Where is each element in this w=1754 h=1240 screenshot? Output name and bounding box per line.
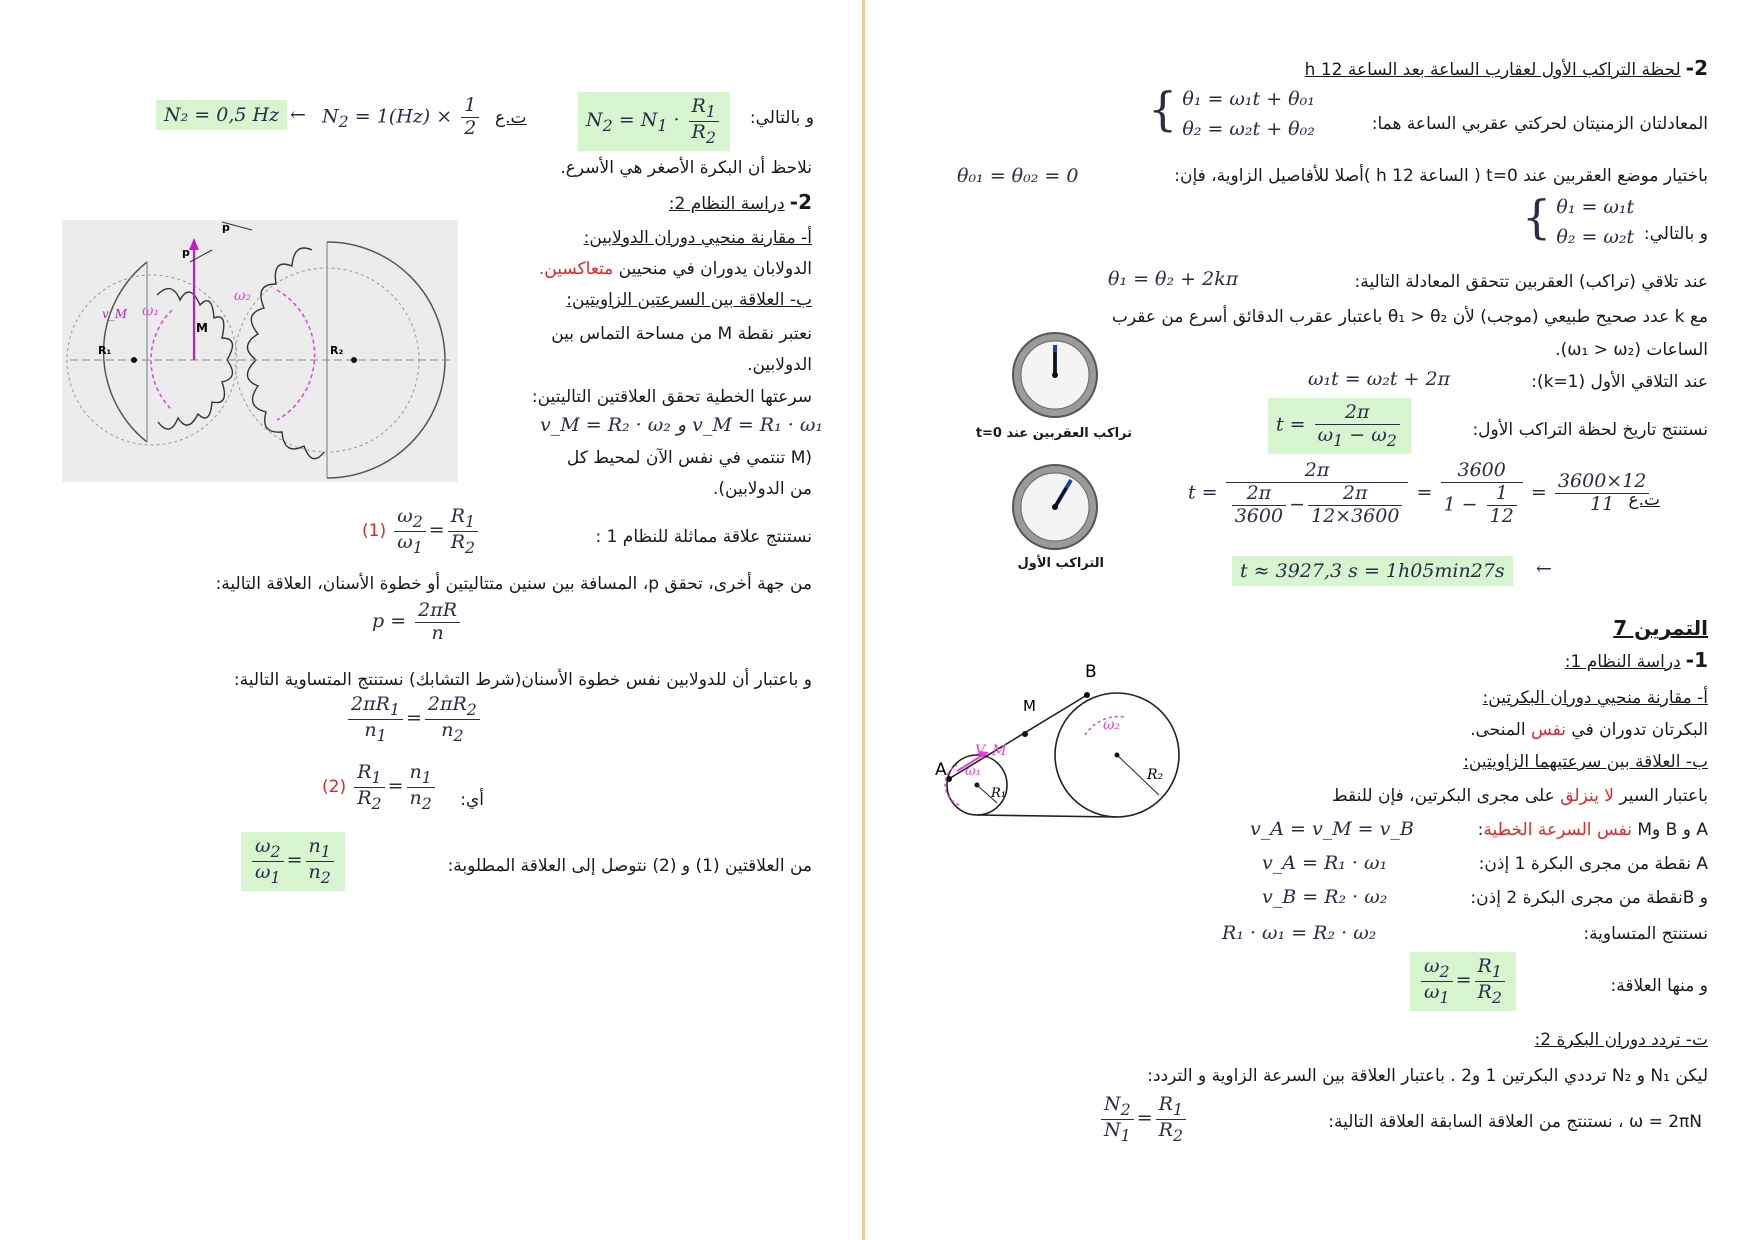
c-heading: ت- تردد دوران البكرة 2: [1534, 1030, 1708, 1050]
first-eq: ω₁t = ω₂t + 2π [1308, 368, 1451, 390]
eqs2-system: { θ₁ = ω₁t θ₂ = ω₂t [1522, 190, 1635, 248]
gear-diagram [62, 220, 458, 482]
result-arrow-icon: ← [1536, 558, 1552, 580]
pulley-label-a: A [935, 760, 947, 780]
b-p1: نعتبر نقطة M من مساحة التماس بين [551, 324, 812, 344]
b-line3: A نقطة من مجرى البكرة 1 إذن: [1478, 854, 1708, 874]
res1-calc: $N_2 = 1(Hz)$ × $\frac{1}{2}$ [322, 95, 482, 140]
pulley-label-b: B [1085, 662, 1097, 682]
eq1-text: نستنتج علاقة مماثلة للنظام 1 : [595, 527, 812, 547]
final-result: t ≈ 3927,3 s = 1h05min27s [1232, 556, 1513, 586]
b-line5: نستنتج المتساوية: [1583, 924, 1708, 944]
right-section-2-heading: 2- لحظة التراكب الأول لعقارب الساعة بعد الساعة 12 h [1304, 56, 1708, 80]
pulley-label-w2: ω₂ [1103, 717, 1121, 733]
res1-num-label: ت.ع [495, 108, 527, 128]
b-line4-eq: v_B = R₂ · ω₂ [1262, 886, 1388, 908]
eq-theta1: θ₁ = ω₁t + θ₀₁ [1182, 88, 1315, 110]
gear-label-v: v_M [102, 307, 128, 321]
exercise-7-title: التمرين 7 [1613, 616, 1708, 640]
pulley-label-v: V_M [975, 743, 1007, 759]
b-line4: و Bنقطة من مجرى البكرة 2 إذن: [1470, 888, 1708, 908]
first-text: عند التلاقي الأول (k=1): [1531, 372, 1708, 392]
p-eq: p = $\frac{2\pi R}{n}$ [372, 600, 463, 645]
final-eq: $\frac{\omega_2}{\omega_1}$ = $\frac{n_1}{n_2}$ [241, 832, 345, 891]
choice-eq: θ₀₁ = θ₀₂ = 0 [957, 165, 1079, 187]
gear-label-w1: ω₁ [142, 303, 160, 319]
right-num-label: ت.ع [1628, 490, 1660, 510]
therefore-text: و بالتالي: [1643, 224, 1708, 244]
clock-first [1010, 462, 1100, 556]
b-p2: الدولابين. [747, 355, 812, 375]
pitch-eq: $\frac{2\pi R_1}{n_1}$ = $\frac{2\pi R_2}{n_2}$ [345, 694, 483, 745]
k-text: مع k عدد صحيح طبيعي (موجب) لأن θ₁ > θ₂ باعتبار عقرب الدقائق أسرع من عقرب [1111, 307, 1708, 327]
c-line2: ω = 2πN ، نستنتج من العلاقة السابقة العلاقة التالية: [1328, 1112, 1702, 1132]
pulley-label-m: M [1023, 697, 1036, 715]
a-heading-right: أ- مقارنة منحيي دوران البكرتين: [1482, 688, 1708, 708]
b-heading-right: ب- العلاقة بين سرعتيهما الزاويتين: [1463, 752, 1708, 772]
p-text: من جهة أخرى، تحقق p، المسافة بين سنين متتاليتين أو خطوة الأسنان، العلاقة التالية: [215, 574, 812, 594]
c-line1: ليكن N₁ و N₂ ترددي البكرتين 1 و2 . باعتبار العلاقة بين السرعة الزاوية و التردد: [1147, 1066, 1708, 1086]
choice-text: باختيار موضع العقربين عند t=0 ( الساعة 12 h )أصلا للأفاصيل الزاوية، فإن: [1174, 166, 1708, 186]
b-p5: من الدولابين). [712, 479, 812, 499]
meet-text: عند تلاقي (تراكب) العقربين تتحقق المعادلة التالية: [1354, 272, 1708, 292]
eqs-text: المعادلتان الزمنيتان لحركتي عقربي الساعة هما: [1371, 114, 1708, 134]
a-heading-left: أ- مقارنة منحيي دوران الدولابين: [583, 228, 812, 248]
deduce-text: نستنتج تاريخ لحظة التراكب الأول: [1472, 420, 1708, 440]
b-line5-eq: R₁ · ω₁ = R₂ · ω₂ [1222, 922, 1377, 944]
section-2-heading: 2- دراسة النظام 2: [668, 190, 812, 214]
b-line6-eq: $\frac{\omega_2}{\omega_1}$ = $\frac{R_1}{R_2}$ [1410, 952, 1516, 1011]
pulley-label-r1: R₁ [991, 786, 1006, 801]
pulley-label-w1: ω₁ [965, 764, 981, 779]
b-p3: سرعتها الخطية تحقق العلاقتين التاليتين: [531, 387, 812, 407]
pitch-text: و باعتبار أن للدولابين نفس خطوة الأسنان(شرط التشابك) نستنتج المتساوية التالية: [233, 670, 812, 690]
note-text: نلاحظ أن البكرة الأصغر هي الأسرع. [560, 158, 812, 178]
eqs-system: { θ₁ = ω₁t + θ₀₁ θ₂ = ω₂t + θ₀₂ [1148, 82, 1315, 140]
page-divider [862, 0, 865, 1240]
b-line2-eq: v_A = v_M = v_B [1250, 818, 1414, 840]
b-heading-left: ب- العلاقة بين السرعتين الزاويتين: [566, 290, 812, 310]
arrow-icon: ← [290, 104, 306, 126]
res1-formula: $N_2 = N_1$ · $\frac{R_1}{R_2}$ [578, 92, 730, 151]
gear-label-r1: R₁ [98, 344, 112, 357]
gear-label-w2: ω₂ [234, 288, 252, 304]
c-eq: $\frac{N_2}{N_1}$ = $\frac{R_1}{R_2}$ [1098, 1094, 1189, 1145]
gear-label-p2: p [182, 246, 190, 259]
final-text: من العلاقتين (1) و (2) نتوصل إلى العلاقة المطلوبة: [447, 856, 812, 876]
calc-eq: t = 2π $\frac{2\pi}{3600}$ − $\frac{2\pi}{12\times 3600}$ = 3600 1 − $\frac{1}{12}$ = $\frac{3600\times 12}{11}$ [1188, 460, 1652, 528]
eq2: (2) $\frac{R_1}{R_2}$ = $\frac{n_1}{n_2}$ [322, 762, 438, 813]
clock1-caption: تراكب العقربين عند t=0 [975, 426, 1132, 441]
b-line6: و منها العلاقة: [1610, 976, 1708, 996]
gear-label-r2: R₂ [330, 344, 344, 357]
clock2-caption: التراكب الأول [1017, 556, 1104, 571]
pulley-label-r2: R₂ [1147, 767, 1164, 783]
t-eq: t = $\frac{2\pi}{\omega_1 - \omega_2}$ [1268, 398, 1411, 454]
a-text-left: الدولابان يدوران في منحيين متعاكسين. [538, 259, 812, 279]
a-text-right: البكرتان تدوران في نفس المنحى. [1470, 720, 1708, 740]
gear-label-p1: p [222, 221, 230, 234]
res1-lead: و بالتالي: [749, 108, 814, 128]
pulley-diagram [935, 655, 1195, 850]
b-line1: باعتبار السير لا ينزلق على مجرى البكرتين، فإن للنقط [1331, 786, 1708, 806]
b-line2: A و B وM نفس السرعة الخطية: [1477, 820, 1708, 840]
b-line3-eq: v_A = R₁ · ω₁ [1262, 852, 1388, 874]
eq1: (1) $\frac{\omega_2}{\omega_1}$ = $\frac{R_1}{R_2}$ [362, 506, 481, 557]
b-p4: (M تنتمي في نفس الآن لمحيط كل [566, 448, 812, 468]
system-1-heading: 1- دراسة النظام 1: [1564, 648, 1708, 672]
eq2-lead: أي: [460, 790, 484, 810]
k-text2: الساعات (ω₁ > ω₂). [1555, 340, 1708, 360]
eq-theta2: θ₂ = ω₂t + θ₀₂ [1182, 118, 1315, 140]
clock-t0 [1010, 330, 1100, 424]
res1-result: N₂ = 0,5 Hz [156, 100, 287, 130]
gear-label-m: M [196, 321, 208, 335]
b-eq: v_M = R₂ · ω₂ و v_M = R₁ · ω₁ [540, 414, 823, 436]
meet-eq: θ₁ = θ₂ + 2kπ [1108, 268, 1239, 290]
